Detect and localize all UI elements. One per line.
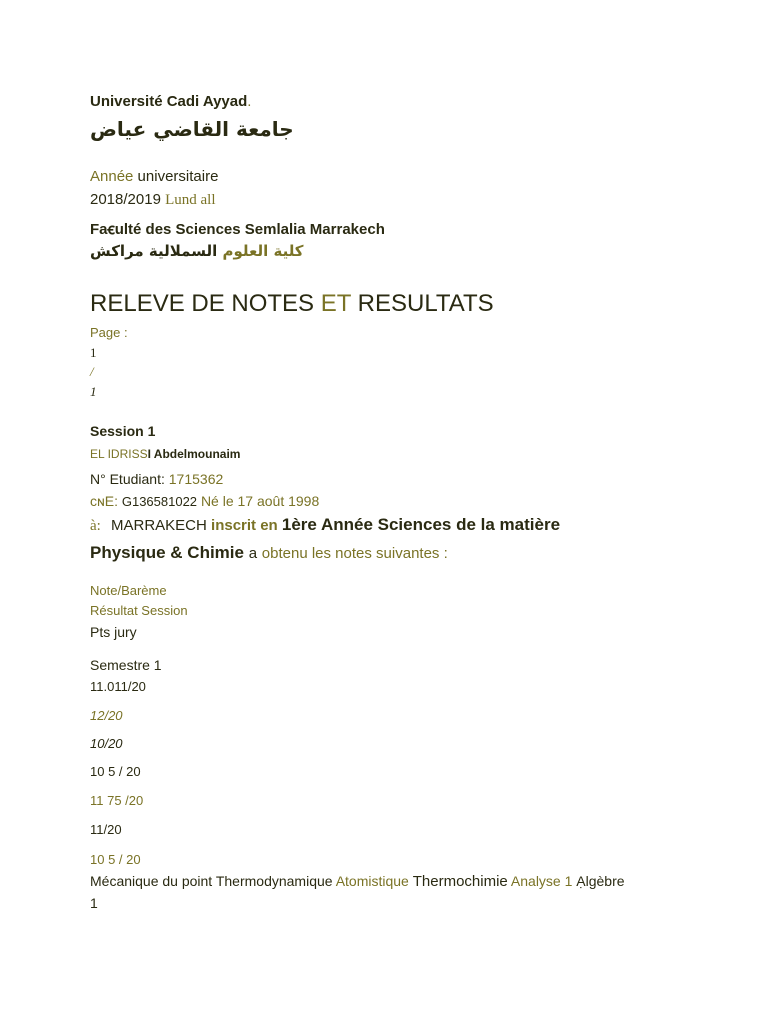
page-separator: / — [90, 364, 94, 379]
page-current: 1 — [90, 345, 97, 360]
university-name-text: Université Cadi Ayyad — [90, 93, 248, 110]
title-part1: RELEVE DE NOTES — [90, 290, 315, 317]
year-value: 2018/2019 — [90, 191, 161, 208]
birth-city: MARRAKECH — [111, 517, 207, 534]
student-id-label: N° Etudiant: — [90, 471, 165, 487]
faculty-name-fr: Faꞓulté des Sciences Semlalia Marrakech — [90, 221, 385, 238]
cne-value: G136581022 — [121, 494, 198, 509]
inscription-line — [90, 515, 560, 535]
document-title — [90, 290, 494, 318]
academic-year-label — [90, 168, 218, 185]
university-name-ar — [90, 117, 294, 142]
year-suffix: Lund all — [165, 192, 216, 208]
grade-1 — [90, 679, 146, 694]
academic-year-value — [90, 191, 215, 209]
a-label: a — [248, 545, 258, 562]
grade-3: 10/20 — [90, 736, 123, 751]
at-label: à: — [90, 518, 101, 534]
grade-7: 10 5 / 20 — [90, 852, 141, 867]
subject-mecanique: Mécanique du point — [90, 873, 213, 889]
student-name-part2: I Abdelmounaim — [147, 447, 241, 461]
inscrit-label: inscrit en — [211, 517, 278, 534]
birth-date: Né le 17 août 1998 — [200, 493, 320, 509]
faculty-name-ar — [90, 242, 304, 260]
session-label: Session 1 — [90, 423, 156, 439]
university-name-ar-text: جامعة القاضي عياض — [90, 117, 294, 141]
student-id-value: 1715362 — [168, 471, 224, 487]
grade-2: 12/20 — [90, 708, 123, 723]
grade-6: 11/20 — [90, 822, 122, 837]
faculty-ar-1: كلية العلوم — [222, 242, 304, 260]
program-line2-row — [90, 543, 448, 563]
grade-4: 10 5 / 20 — [90, 764, 141, 779]
col-note: Note/Barème — [90, 583, 167, 598]
obtained-text: obtenu les notes suivantes : — [261, 545, 448, 562]
program-line1: 1ère Année Sciences de la matière — [281, 515, 561, 534]
subject-thermochimie: Thermochimie — [412, 873, 508, 890]
subject-thermodynamique: Thermodynamique — [215, 873, 333, 889]
grade-1b: 11/20 — [114, 679, 146, 694]
title-part2: ET — [320, 290, 351, 317]
cne-label: cɴE: — [90, 493, 118, 509]
subject-analyse: Analyse 1 — [510, 873, 573, 889]
title-part3: RESULTATS — [357, 290, 494, 317]
student-name-part1: EL IDRISS — [90, 447, 148, 461]
student-id — [90, 471, 223, 487]
subjects-line — [90, 873, 625, 890]
subject-algebre-number: 1 — [90, 895, 98, 911]
col-jury: Pts jury — [90, 624, 137, 640]
page-total: 1 — [90, 384, 97, 399]
university-name-fr — [90, 93, 251, 110]
col-result: Résultat Session — [90, 603, 188, 618]
student-cne-line — [90, 493, 319, 509]
faculty-ar-2: السملالية مراكش — [90, 242, 218, 260]
subject-atomistique: Atomistique — [335, 873, 409, 889]
page-label: Page : — [90, 325, 128, 340]
semester-label: Semestre 1 — [90, 657, 162, 673]
subject-algebre: Ạlgèbre — [576, 873, 625, 889]
faculty-ar-wrap — [90, 242, 304, 260]
grade-5: 11 75 /20 — [90, 793, 144, 808]
year-label-2: universitaire — [137, 168, 219, 185]
student-name — [90, 447, 240, 461]
program-line2: Physique & Chimie — [90, 543, 244, 562]
university-name-dot: . — [247, 93, 252, 110]
grade-1a: 11.0 — [90, 679, 115, 694]
year-label-1: Année — [90, 168, 134, 185]
